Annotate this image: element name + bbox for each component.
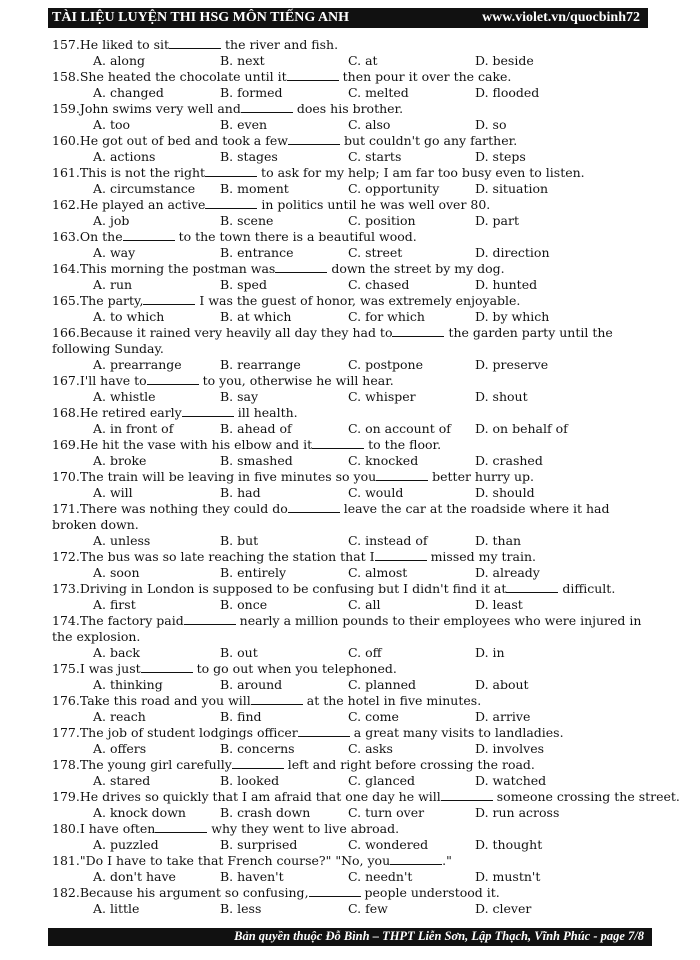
answer-blank [205, 165, 257, 177]
question-stem [52, 437, 652, 453]
question-text-before: This is not the right [79, 165, 206, 180]
option-a: A. changed [93, 85, 164, 100]
answer-blank [275, 261, 327, 273]
question-text-after: a great many visits to landladies. [349, 725, 564, 740]
question-number: 169. [52, 437, 80, 452]
question-stem [52, 549, 652, 565]
question-item [52, 69, 652, 101]
option-c: C. wondered [348, 837, 429, 852]
option-d: D. by which [475, 309, 550, 324]
option-c: C. at [348, 53, 378, 68]
question-stem [52, 661, 652, 677]
question-stem [52, 693, 652, 709]
question-number: 168. [52, 405, 80, 420]
question-text-after: at the hotel in five minutes. [302, 693, 482, 708]
question-item [52, 37, 652, 69]
option-b: B. sped [220, 277, 267, 292]
question-text-before: On the [79, 229, 123, 244]
answer-options [52, 565, 652, 581]
question-stem [52, 725, 652, 741]
answer-options [52, 485, 652, 501]
question-stem [52, 405, 652, 421]
question-text-after: why they went to live abroad. [207, 821, 400, 836]
option-b: B. next [220, 53, 265, 68]
option-a: A. stared [93, 773, 151, 788]
option-d: D. should [475, 485, 535, 500]
question-text-after: to the floor. [364, 437, 442, 452]
question-item [52, 725, 652, 757]
answer-options [52, 453, 652, 469]
question-text-after: to you, otherwise he will hear. [198, 373, 394, 388]
option-a: A. little [93, 901, 140, 916]
question-number: 163. [52, 229, 80, 244]
question-text-before: The bus was so late reaching the station that I [79, 549, 375, 564]
question-item [52, 373, 652, 405]
option-d: D. involves [475, 741, 545, 756]
question-stem [52, 165, 652, 181]
option-b: B. around [220, 677, 283, 692]
option-a: A. circumstance [93, 181, 196, 196]
question-text-after: to go out when you telephoned. [192, 661, 397, 676]
option-a: A. soon [93, 565, 140, 580]
question-stem [52, 885, 652, 901]
question-number: 167. [52, 373, 80, 388]
question-number: 159. [52, 101, 80, 116]
question-stem [52, 101, 652, 117]
option-c: C. few [348, 901, 388, 916]
option-b: B. rearrange [220, 357, 301, 372]
question-text-before: "Do I have to take that French course?" "No, you [79, 853, 391, 868]
question-item [52, 885, 652, 917]
option-d: D. crashed [475, 453, 543, 468]
question-item [52, 133, 652, 165]
question-number: 171. [52, 501, 80, 516]
question-text-before: John swims very well and [79, 101, 241, 116]
option-d: D. in [475, 645, 505, 660]
answer-blank [241, 101, 293, 113]
option-a: A. too [93, 117, 131, 132]
option-c: C. come [348, 709, 399, 724]
option-d: D. run across [475, 805, 560, 820]
question-text-before: Because his argument so confusing, [79, 885, 309, 900]
answer-options [52, 213, 652, 229]
option-b: B. entrance [220, 245, 294, 260]
question-number: 165. [52, 293, 80, 308]
answer-options [52, 117, 652, 133]
option-a: A. to which [93, 309, 165, 324]
question-text-before: Driving in London is supposed to be confusing but I didn't find it at [79, 581, 507, 596]
question-number: 158. [52, 69, 80, 84]
option-c: C. chased [348, 277, 410, 292]
question-text-after: then pour it over the cake. [338, 69, 512, 84]
option-c: C. also [348, 117, 391, 132]
question-text-after: I was the guest of honor, was extremely enjoyable. [195, 293, 521, 308]
option-b: B. entirely [220, 565, 287, 580]
option-a: A. knock down [93, 805, 186, 820]
option-b: B. crash down [220, 805, 311, 820]
question-text-before: He played an active [79, 197, 206, 212]
answer-options [52, 597, 652, 613]
option-c: C. knocked [348, 453, 419, 468]
question-number: 160. [52, 133, 80, 148]
answer-blank [169, 37, 221, 49]
answer-options [52, 645, 652, 661]
option-b: B. once [220, 597, 268, 612]
question-text-after: in politics until he was well over 80. [257, 197, 491, 212]
answer-blank [123, 229, 175, 241]
option-d: D. hunted [475, 277, 538, 292]
option-d: D. clever [475, 901, 532, 916]
question-item [52, 261, 652, 293]
question-text-after: to ask for my help; I am far too busy even to listen. [257, 165, 585, 180]
answer-options [52, 245, 652, 261]
option-c: C. instead of [348, 533, 428, 548]
option-c: C. planned [348, 677, 417, 692]
option-d: D. than [475, 533, 522, 548]
question-text-after: missed my train. [426, 549, 536, 564]
question-item [52, 853, 652, 885]
option-a: A. back [93, 645, 141, 660]
option-c: C. would [348, 485, 404, 500]
answer-blank [184, 613, 236, 625]
question-text-before: He got out of bed and took a few [79, 133, 288, 148]
header-website: www.violet.vn/quocbinh72 [482, 10, 640, 25]
option-d: D. shout [475, 389, 528, 404]
question-text-after: does his brother. [292, 101, 404, 116]
question-item [52, 693, 652, 725]
question-text-before: The factory paid [79, 613, 184, 628]
question-item [52, 581, 652, 613]
question-item [52, 821, 652, 853]
option-a: A. way [93, 245, 136, 260]
document-footer [48, 928, 652, 946]
option-b: B. had [220, 485, 261, 500]
question-text-before: There was nothing they could do [79, 501, 288, 516]
question-text-before: He drives so quickly that I am afraid that one day he will [79, 789, 441, 804]
answer-blank [251, 693, 303, 705]
question-stem [52, 581, 652, 597]
question-text-after: to the town there is a beautiful wood. [174, 229, 417, 244]
question-number: 173. [52, 581, 80, 596]
question-stem [52, 501, 652, 533]
answer-blank [392, 325, 444, 337]
answer-options [52, 773, 652, 789]
answer-blank [205, 197, 257, 209]
answer-options [52, 181, 652, 197]
question-stem [52, 325, 652, 357]
option-d: D. so [475, 117, 507, 132]
answer-options [52, 149, 652, 165]
option-c: C. melted [348, 85, 409, 100]
option-a: A. in front of [93, 421, 174, 436]
question-item [52, 789, 680, 821]
question-text-after: the river and fish. [221, 37, 339, 52]
option-c: C. whisper [348, 389, 416, 404]
question-number: 182. [52, 885, 80, 900]
question-number: 161. [52, 165, 80, 180]
option-c: C. all [348, 597, 381, 612]
option-b: B. haven't [220, 869, 284, 884]
question-item [52, 757, 652, 789]
question-text-before: Take this road and you will [79, 693, 251, 708]
question-item [52, 229, 652, 261]
option-a: A. will [93, 485, 133, 500]
answer-blank [155, 821, 207, 833]
option-b: B. less [220, 901, 262, 916]
option-d: D. thought [475, 837, 543, 852]
option-c: C. glanced [348, 773, 415, 788]
answer-blank [312, 437, 364, 449]
answer-options [52, 53, 652, 69]
question-text-before: The job of student lodgings officer [79, 725, 298, 740]
question-item [52, 293, 652, 325]
question-number: 157. [52, 37, 80, 52]
question-number: 180. [52, 821, 80, 836]
question-item [52, 469, 652, 501]
option-c: C. off [348, 645, 382, 660]
question-item [52, 197, 652, 229]
option-b: B. stages [220, 149, 278, 164]
question-text-after: difficult. [558, 581, 616, 596]
answer-blank [441, 789, 493, 801]
question-text-before: He liked to sit [79, 37, 170, 52]
option-b: B. concerns [220, 741, 295, 756]
option-b: B. scene [220, 213, 274, 228]
question-stem [52, 229, 652, 245]
answer-blank [288, 501, 340, 513]
question-text-after: nearly a million pounds to their employees who were injured in the explosion. [52, 613, 642, 644]
header-title: TÀI LIỆU LUYỆN THI HSG MÔN TIẾNG ANH [52, 10, 350, 25]
option-a: A. offers [93, 741, 147, 756]
answer-blank [298, 725, 350, 737]
question-text-before: She heated the chocolate until it [79, 69, 287, 84]
option-b: B. find [220, 709, 262, 724]
option-c: C. asks [348, 741, 393, 756]
question-stem [52, 133, 652, 149]
question-stem [52, 821, 652, 837]
option-c: C. opportunity [348, 181, 440, 196]
option-c: C. turn over [348, 805, 425, 820]
question-text-after: down the street by my dog. [327, 261, 505, 276]
option-d: D. situation [475, 181, 549, 196]
question-text-before: The party, [79, 293, 144, 308]
question-text-before: I have often [79, 821, 156, 836]
answer-blank [287, 69, 339, 81]
option-c: C. street [348, 245, 403, 260]
option-d: D. mustn't [475, 869, 541, 884]
question-number: 181. [52, 853, 80, 868]
option-d: D. watched [475, 773, 547, 788]
answer-options [52, 389, 652, 405]
answer-options [52, 677, 652, 693]
option-b: B. smashed [220, 453, 293, 468]
question-text-after: ." [442, 853, 452, 868]
option-d: D. part [475, 213, 519, 228]
question-item [52, 101, 652, 133]
option-a: A. first [93, 597, 136, 612]
answer-options [52, 309, 652, 325]
question-number: 175. [52, 661, 80, 676]
question-text-before: I'll have to [79, 373, 147, 388]
option-a: A. reach [93, 709, 146, 724]
question-text-after: leave the car at the roadside where it had broken down. [52, 501, 610, 532]
option-a: A. puzzled [93, 837, 159, 852]
option-b: B. moment [220, 181, 289, 196]
option-b: B. but [220, 533, 259, 548]
question-text-before: The young girl carefully [79, 757, 232, 772]
footer-copyright: Bản quyền thuộc Đỗ Bình – THPT Liễn Sơn, Lập Thạch, Vĩnh Phúc - page 7/8 [234, 929, 644, 943]
option-a: A. run [93, 277, 133, 292]
question-stem [52, 293, 652, 309]
option-d: D. flooded [475, 85, 540, 100]
answer-options [52, 709, 652, 725]
option-a: A. don't have [93, 869, 176, 884]
option-b: B. looked [220, 773, 280, 788]
option-c: C. needn't [348, 869, 413, 884]
answer-options [52, 533, 652, 549]
question-text-before: He hit the vase with his elbow and it [79, 437, 313, 452]
question-item [52, 661, 652, 693]
option-b: B. say [220, 389, 259, 404]
question-stem [52, 373, 652, 389]
option-d: D. steps [475, 149, 526, 164]
option-a: A. thinking [93, 677, 163, 692]
answer-options [52, 869, 652, 885]
answer-options [52, 357, 652, 373]
question-number: 179. [52, 789, 80, 804]
question-number: 162. [52, 197, 80, 212]
option-d: D. on behalf of [475, 421, 568, 436]
question-text-before: I was just [79, 661, 141, 676]
question-list [52, 37, 680, 917]
option-c: C. on account of [348, 421, 451, 436]
option-a: A. job [93, 213, 130, 228]
question-item [52, 165, 652, 197]
option-d: D. about [475, 677, 529, 692]
answer-options [52, 805, 652, 821]
option-c: C. for which [348, 309, 425, 324]
question-stem [52, 789, 680, 805]
answer-options [52, 421, 652, 437]
option-d: D. already [475, 565, 540, 580]
question-item [52, 325, 652, 373]
answer-blank [147, 373, 199, 385]
option-a: A. actions [93, 149, 156, 164]
question-item [52, 437, 652, 469]
option-c: C. almost [348, 565, 408, 580]
option-d: D. arrive [475, 709, 531, 724]
answer-blank [506, 581, 558, 593]
question-number: 170. [52, 469, 80, 484]
question-text-after: but couldn't go any farther. [339, 133, 518, 148]
option-a: A. unless [93, 533, 151, 548]
answer-options [52, 901, 652, 917]
option-a: A. along [93, 53, 146, 68]
question-text-after: better hurry up. [428, 469, 535, 484]
question-stem [52, 853, 652, 869]
answer-options [52, 741, 652, 757]
question-number: 177. [52, 725, 80, 740]
question-stem [52, 757, 652, 773]
question-text-after: ill health. [233, 405, 298, 420]
question-number: 174. [52, 613, 80, 628]
question-stem [52, 69, 652, 85]
option-b: B. at which [220, 309, 292, 324]
answer-blank [141, 661, 193, 673]
answer-blank [375, 549, 427, 561]
answer-options [52, 85, 652, 101]
answer-options [52, 837, 652, 853]
question-stem [52, 613, 652, 645]
option-d: D. direction [475, 245, 550, 260]
question-number: 166. [52, 325, 80, 340]
question-item [52, 405, 652, 437]
question-text-before: He retired early [79, 405, 182, 420]
answer-blank [182, 405, 234, 417]
question-number: 164. [52, 261, 80, 276]
option-d: D. preserve [475, 357, 549, 372]
option-d: D. least [475, 597, 523, 612]
question-number: 178. [52, 757, 80, 772]
question-stem [52, 37, 652, 53]
document-header [48, 8, 648, 28]
answer-blank [309, 885, 361, 897]
question-text-before: This morning the postman was [79, 261, 276, 276]
option-a: A. prearrange [93, 357, 182, 372]
answer-options [52, 277, 652, 293]
question-item [52, 501, 652, 549]
question-text-after: the garden party until the following Sunday. [52, 325, 613, 356]
answer-blank [376, 469, 428, 481]
option-b: B. formed [220, 85, 283, 100]
answer-blank [390, 853, 442, 865]
question-stem [52, 261, 652, 277]
question-text-after: left and right before crossing the road. [283, 757, 535, 772]
question-text-before: The train will be leaving in five minutes so you [79, 469, 377, 484]
question-text-before: Because it rained very heavily all day they had to [79, 325, 393, 340]
question-number: 176. [52, 693, 80, 708]
answer-blank [288, 133, 340, 145]
question-item [52, 613, 652, 661]
answer-blank [143, 293, 195, 305]
question-number: 172. [52, 549, 80, 564]
question-text-after: people understood it. [360, 885, 500, 900]
question-stem [52, 197, 652, 213]
option-b: B. out [220, 645, 258, 660]
option-c: C. postpone [348, 357, 424, 372]
option-a: A. whistle [93, 389, 156, 404]
question-text-after: someone crossing the street. [492, 789, 680, 804]
option-b: B. ahead of [220, 421, 292, 436]
question-item [52, 549, 652, 581]
option-c: C. starts [348, 149, 402, 164]
option-c: C. position [348, 213, 416, 228]
question-stem [52, 469, 652, 485]
option-a: A. broke [93, 453, 147, 468]
answer-blank [232, 757, 284, 769]
option-b: B. even [220, 117, 268, 132]
option-d: D. beside [475, 53, 534, 68]
option-b: B. surprised [220, 837, 298, 852]
